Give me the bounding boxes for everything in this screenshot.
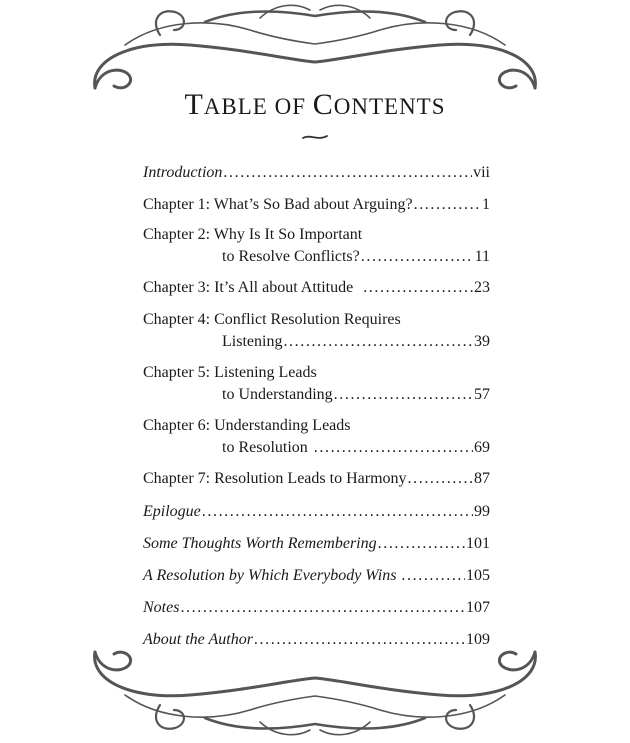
toc-entry-introduction[interactable]: Introduction . . . vii [143,162,490,184]
toc-entry-notes[interactable]: Notes . . . 107 [143,597,490,619]
toc-entry-chapter-5[interactable]: Chapter 5: Listening Leads to Understanding . . . 57 [143,362,490,406]
toc-entry-chapter-7[interactable]: Chapter 7: Resolution Leads to Harmony . . . 87 [143,468,490,490]
toc-entry-chapter-6[interactable]: Chapter 6: Understanding Leads to Resolution . . . 69 [143,415,490,459]
toc-entry-chapter-4[interactable]: Chapter 4: Conflict Resolution Requires Listening . . . 39 [143,309,490,353]
title-swash-ornament [300,132,330,142]
toc-entry-chapter-2[interactable]: Chapter 2: Why Is It So Important to Resolve Conflicts? . . . 11 [143,224,490,268]
toc-entry-about-the-author[interactable]: About the Author . . . 109 [143,629,490,651]
top-flourish-ornament [0,0,630,100]
toc-entry-chapter-1[interactable]: Chapter 1: What’s So Bad about Arguing? . . . 1 [143,194,490,216]
page-title: TABLE OF CONTENTS [184,88,446,121]
toc-entry-a-resolution[interactable]: A Resolution by Which Everybody Wins . . . 105 [143,565,490,587]
toc-entry-some-thoughts[interactable]: Some Thoughts Worth Remembering . . . 101 [143,533,490,555]
bottom-flourish-ornament [0,640,630,743]
toc-entry-chapter-3[interactable]: Chapter 3: It’s All about Attitude . . . 23 [143,277,490,299]
toc-entry-epilogue[interactable]: Epilogue . . . 99 [143,501,490,523]
